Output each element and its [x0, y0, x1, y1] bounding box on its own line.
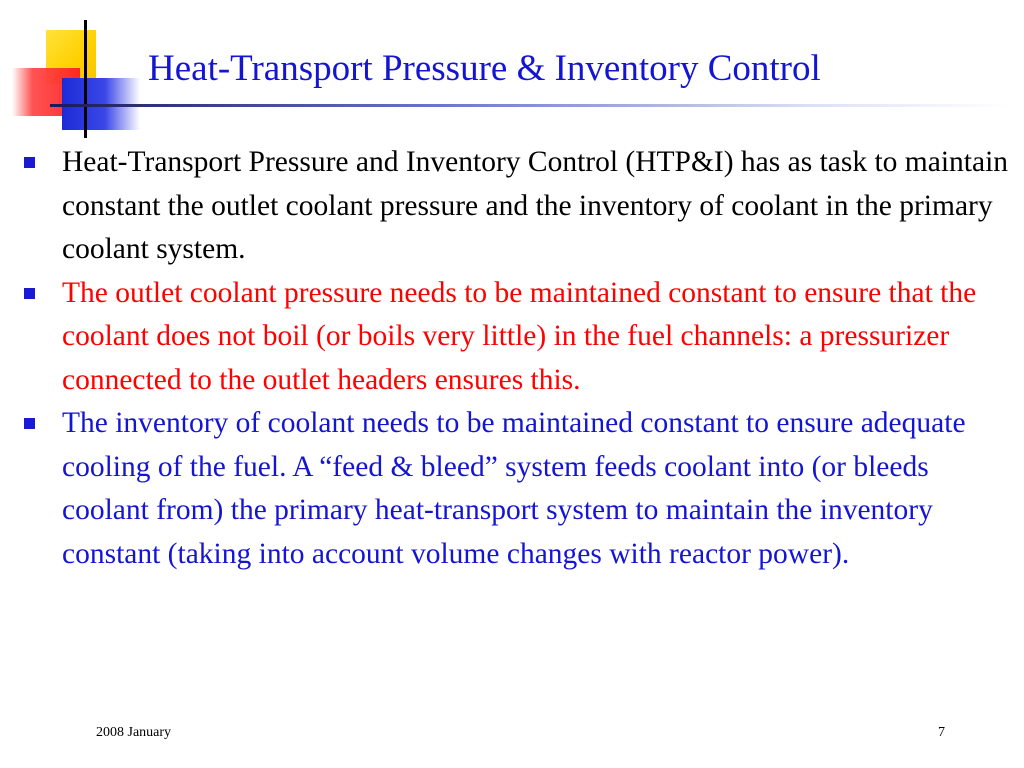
bullet-square-icon	[24, 288, 35, 299]
bullet-square-icon	[24, 157, 35, 168]
bullet-square-icon	[24, 418, 35, 429]
page-number: 7	[938, 725, 945, 740]
bullet-text-3: The inventory of coolant needs to be maintained constant to ensure adequate cooling of the fuel. A “feed & bleed” system feeds coolant into (or bleeds coolant from) the primary heat-transport system to maintain the inventory constant (taking into account volume changes with reactor power).	[62, 407, 966, 570]
logo-vertical-line	[84, 20, 87, 138]
logo-squares-icon	[0, 0, 160, 150]
bullet-item-3	[20, 402, 1010, 576]
bullet-text-2: The outlet coolant pressure needs to be maintained constant to ensure that the coolant does not boil (or boils very little) in the fuel channels: a pressurizer connected to the outlet headers ensures this.	[62, 276, 977, 396]
bullet-text-1: Heat-Transport Pressure and Inventory Control (HTP&I) has as task to maintain constant the outlet coolant pressure and the inventory of coolant in the primary coolant system.	[62, 146, 1009, 265]
footer-date: 2008 January	[96, 725, 172, 740]
slide-title: Heat-Transport Pressure & Inventory Control	[148, 48, 821, 89]
bullet-item-2	[20, 272, 1010, 403]
bullet-list	[20, 141, 1010, 576]
title-underline	[50, 104, 1010, 107]
bullet-item-1	[20, 141, 1010, 272]
